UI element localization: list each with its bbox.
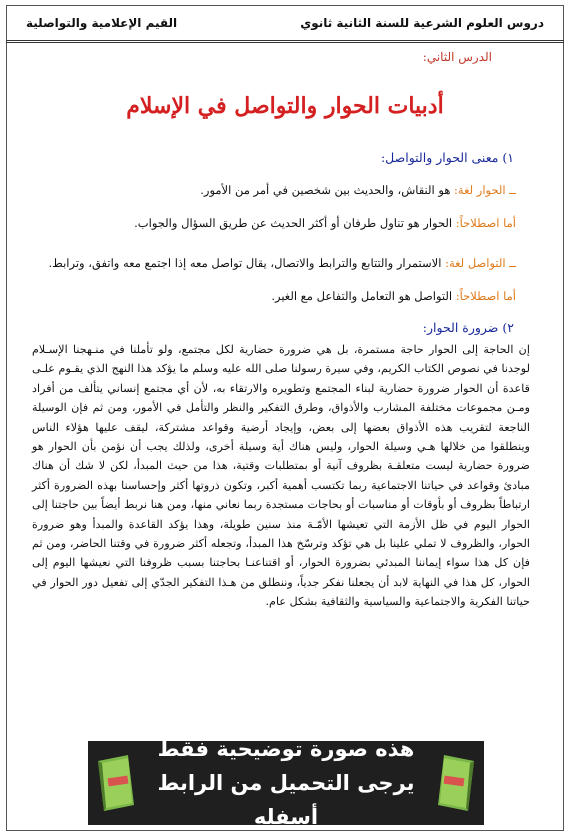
definition-text: التواصل هو التعامل والتفاعل مع الغير. [271,289,456,303]
banner-message [138,732,434,834]
necessity-paragraph: إن الحاجة إلى الحوار حاجة مستمرة، بل هي ضرورة حضارية لكل مجتمع، ولو تأملنا في منـهجنا الإسـلام لوجدنا في نصوص الكتاب الكريم، وفي سيرة رسولنا صلى الله عليه وسلم ما يؤكد هذا النهج الذي يقـوم علـى قاعدة أن الحوار ضرورة حضارية لبناء المجتمع وتطويره والارتقاء به، لأن أي مجتمع إنساني يتألف من أفراد ومـن مجموعات مختلفة المشارب والأذواق، وطرق التفكير والنظر والتأمل في الأمور، ومن ثم فإن الوسيلة الناجعة لتقريب هذه الأذواق بعضها إلى بعض، وإيجاد أرضية وقواعد مشتركة، ليقف عليها هؤلاء الناس وينطلقوا من خلالها هـي وسيلة الحوار، وليس هناك أية وسيلة أخرى، ولذلك يجب أن نؤمن بأن الحوار هو ضرورة حضارية ليست متعلقـة بظروف آنية أو بمتطلبات وقتية، هذا من حيث المبدأ، لكن لا شك أن هناك مبادئ وقواعد في حياتنا الاجتماعية ربما تكتسب أهمية أكبر، وتكون ذروتها أكثر وإحساسنا بهذه الضرورة أكثر ارتباطاً بظروف أو بأوقات أو مناسبات أو بحاجات مستجدة ربما نعاني منها، ومن هنا نربط أيضاً بين حاجتنا إلى الحوار اليوم في ظل الأزمة التي تعيشها الأمّـة منذ سنين طويلة، وهذا يؤكد القاعدة والمبدأ وهو ضرورة الحوار، والظروف لا تملي علينا بل هي تؤكد وترسّخ هذا المبدأ، وتجعله أكثر ضرورة في وقتنا الحاضر، ومن ثم فإن كل هذا سواء إيماننا المبدئي بضرورة الحوار، أو اقتناعنـا بحاجتنا بسبب ظروفنا التي نعيشها اليوم إلى الحوار، كل هذا في النهاية لابد أن يجعلنا نفكر جدياً، وننطلق من هـذا التفكير الجدّي إلى تفعيل دور الحوار في حياتنا الفكرية والاجتماعية والسياسية والثقافية بشكل عام. [32,343,530,609]
definition-text: الحوار هو تناول طرفان أو أكثر الحديث عن طريق السؤال والجواب. [134,216,456,230]
definition-term: أما اصطلاحاً: [455,289,516,303]
definition-text: الاستمرار والتتابع والترابط والاتصال، يقال تواصل معه إذا اجتمع معه واتفق، وترابط. [48,256,446,270]
definition-communication-language [26,256,516,270]
banner-line-2: يرجى التحميل من الرابط أسفله [157,771,415,829]
definition-term: ــ الحوار لغة: [454,183,516,197]
book-icon [434,751,478,815]
definition-text: هو النقاش، والحديث بين شخصين في أمر من الأمور. [200,183,455,197]
definition-dialogue-language [26,183,516,197]
definition-communication-term [26,289,516,303]
definition-term: ــ التواصل لغة: [445,256,516,270]
definition-dialogue-term [26,216,516,230]
lesson-number-label: الدرس الثاني: [422,50,492,64]
definition-term: أما اصطلاحاً: [455,216,516,230]
section-heading-necessity: ٢) ضرورة الحوار: [422,320,514,335]
header-divider [6,40,564,43]
banner-line-1: هذه صورة توضيحية فقط [157,737,415,761]
header-course-title: دروس العلوم الشرعية للسنة الثانية ثانوي [300,16,544,30]
lesson-title: أدبيات الحوار والتواصل في الإسلام [126,93,444,119]
section-heading-meaning: ١) معنى الحوار والتواصل: [380,150,514,165]
download-notice-banner[interactable] [88,737,484,829]
page-header [6,5,564,41]
header-unit-title: القيم الإعلامية والتواصلية [26,16,178,30]
book-icon [94,751,138,815]
